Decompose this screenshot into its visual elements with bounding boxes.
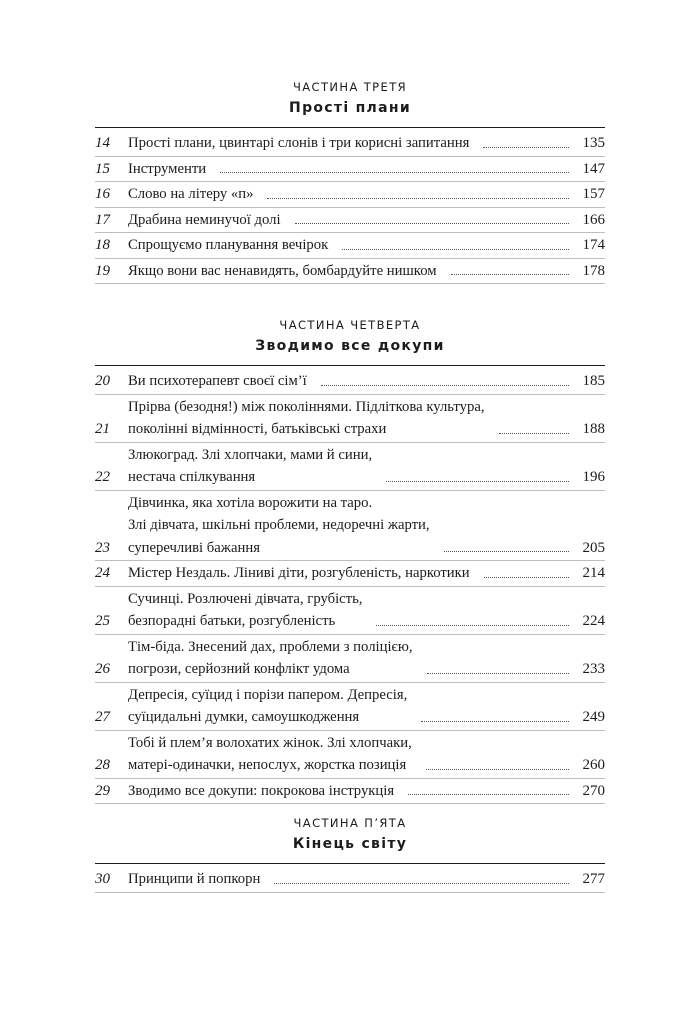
toc-part-3 (95, 79, 605, 284)
toc-entry[interactable] (95, 182, 605, 208)
dot-leader (483, 147, 569, 148)
toc-entry[interactable] (95, 369, 605, 395)
dot-leader (408, 794, 569, 795)
page-number: 233 (582, 661, 605, 677)
page-number: 135 (582, 135, 605, 151)
section-rule (95, 863, 605, 864)
page-number: 188 (582, 421, 605, 437)
chapter-number: 25 (95, 613, 110, 629)
chapter-title-line: Злі дівчата, шкільні проблеми, недоречні жарти, (128, 517, 430, 533)
page-number: 277 (582, 871, 605, 887)
chapter-number: 14 (95, 135, 110, 151)
chapter-title-line: суперечливі бажання (128, 539, 260, 556)
chapter-title-line: Прірва (безодня!) між поколіннями. Підліткова культура, (128, 398, 485, 415)
dot-leader (321, 385, 569, 386)
chapter-title-line: Сучинці. Розлючені дівчата, грубість, (128, 590, 363, 607)
page-number: 260 (582, 757, 605, 773)
chapter-title (128, 636, 413, 681)
dot-leader (499, 433, 569, 434)
page-number: 157 (582, 186, 605, 202)
chapter-title-line: Містер Нездаль. Ліниві діти, розгубленість, наркотики (128, 565, 470, 581)
chapter-title (128, 868, 260, 891)
page-number: 166 (582, 211, 605, 228)
toc-entry[interactable] (95, 233, 605, 259)
page-number: 249 (582, 709, 605, 725)
page-number: 147 (582, 160, 605, 177)
chapter-title-line: матері-одиначки, непослух, жорстка позиція (128, 757, 407, 773)
dot-leader (444, 551, 569, 552)
part-title: Кінець світу (292, 836, 408, 852)
dot-leader (220, 172, 569, 173)
chapter-title-line: суїцидальні думки, самоушкодження (128, 709, 360, 725)
toc-entries (95, 867, 605, 893)
chapter-title (128, 396, 485, 441)
dot-leader (274, 883, 569, 884)
chapter-title-line: Прості плани, цвинтарі слонів і три корисні запитання (128, 135, 470, 151)
chapter-number: 20 (95, 373, 110, 389)
toc-entry[interactable] (95, 683, 605, 731)
page-number: 205 (582, 539, 605, 556)
chapter-number: 23 (95, 539, 110, 556)
page-number: 178 (582, 262, 605, 279)
toc-entry[interactable] (95, 731, 605, 779)
dot-leader (421, 721, 569, 722)
chapter-number: 26 (95, 661, 110, 677)
chapter-title-line: Тобі й плем’я волохатих жінок. Злі хлопчаки, (128, 734, 412, 751)
dot-leader (267, 198, 569, 199)
chapter-title (128, 183, 253, 206)
chapter-title (128, 444, 372, 489)
dot-leader (295, 223, 569, 224)
chapter-title (128, 562, 470, 585)
chapter-title-line: Депресія, суїцид і порізи папером. Депресія, (128, 686, 408, 703)
chapter-title (128, 684, 407, 729)
section-rule (95, 365, 605, 366)
chapter-title-line: погрози, серйозний конфлікт удома (128, 661, 350, 677)
toc-entries (95, 369, 605, 804)
chapter-number: 28 (95, 757, 110, 773)
page-number: 185 (582, 373, 605, 389)
chapter-title (128, 158, 206, 181)
chapter-number: 24 (95, 565, 110, 581)
chapter-number: 17 (95, 211, 110, 228)
page-number: 174 (582, 237, 605, 253)
chapter-title-line: Драбина неминучої долі (128, 211, 281, 228)
toc-entry[interactable] (95, 491, 605, 562)
chapter-title-line: Інструменти (128, 160, 207, 177)
toc-entries (95, 131, 605, 284)
chapter-title (128, 132, 469, 155)
part-label: ЧАСТИНА ЧЕТВЕРТА (279, 318, 421, 332)
chapter-title (128, 732, 412, 777)
toc-entry[interactable] (95, 867, 605, 893)
page-number: 224 (582, 613, 605, 629)
chapter-title (128, 209, 281, 232)
part-title: Прості плани (289, 100, 411, 116)
page-number: 214 (582, 565, 605, 581)
toc-part-5 (95, 815, 605, 893)
dot-leader (451, 274, 569, 275)
chapter-title-line: Злюкоград. Злі хлопчаки, мами й сини, (128, 446, 373, 463)
chapter-title-line: Принципи й попкорн (128, 871, 261, 887)
chapter-number: 27 (95, 709, 110, 725)
chapter-title-line: Дівчинка, яка хотіла ворожити на таро. (128, 494, 373, 511)
dot-leader (426, 769, 569, 770)
chapter-title (128, 492, 430, 560)
toc-entry[interactable] (95, 561, 605, 587)
page-number: 196 (582, 469, 605, 485)
dot-leader (484, 577, 569, 578)
chapter-title-line: поколінні відмінності, батьківські страхи (128, 421, 387, 437)
chapter-number: 29 (95, 782, 110, 799)
chapter-title-line: Ви психотерапевт своєї сім’ї (128, 373, 307, 389)
chapter-title-line: Тім-біда. Знесений дах, проблеми з поліцією, (128, 638, 413, 655)
chapter-title (128, 588, 362, 633)
part-title: Зводимо все докупи (255, 338, 445, 354)
toc-entry[interactable] (95, 395, 605, 443)
dot-leader (386, 481, 569, 482)
part-label: ЧАСТИНА ТРЕТЯ (292, 80, 408, 94)
chapter-number: 16 (95, 186, 110, 202)
toc-entry[interactable] (95, 635, 605, 683)
chapter-title (128, 260, 437, 283)
toc-entry[interactable] (95, 157, 605, 183)
chapter-title-line: нестача спілкування (128, 469, 256, 485)
chapter-number: 21 (95, 421, 110, 437)
toc-part-4 (95, 317, 605, 804)
chapter-title-line: Спрощуємо планування вечірок (128, 237, 329, 253)
chapter-number: 19 (95, 262, 110, 279)
chapter-title-line: Слово на літеру «п» (128, 186, 254, 202)
toc-entry[interactable] (95, 259, 605, 285)
chapter-title (128, 780, 394, 803)
section-rule (95, 127, 605, 128)
dot-leader (376, 625, 569, 626)
dot-leader (427, 673, 570, 674)
toc-entry[interactable] (95, 779, 605, 805)
chapter-title (128, 370, 307, 393)
chapter-number: 15 (95, 160, 110, 177)
dot-leader (342, 249, 569, 250)
toc-entry[interactable] (95, 208, 605, 234)
part-label: ЧАСТИНА П’ЯТА (293, 816, 407, 830)
page-number: 270 (582, 782, 605, 799)
chapter-title-line: Зводимо все докупи: покрокова інструкція (128, 782, 395, 799)
chapter-title (128, 234, 328, 257)
chapter-number: 22 (95, 469, 110, 485)
toc-entry[interactable] (95, 131, 605, 157)
chapter-title-line: Якщо вони вас ненавидять, бомбардуйте нишком (128, 262, 437, 279)
chapter-number: 18 (95, 237, 110, 253)
chapter-title-line: безпорадні батьки, розгубленість (128, 613, 336, 629)
toc-entry[interactable] (95, 587, 605, 635)
toc-entry[interactable] (95, 443, 605, 491)
chapter-number: 30 (95, 871, 110, 887)
